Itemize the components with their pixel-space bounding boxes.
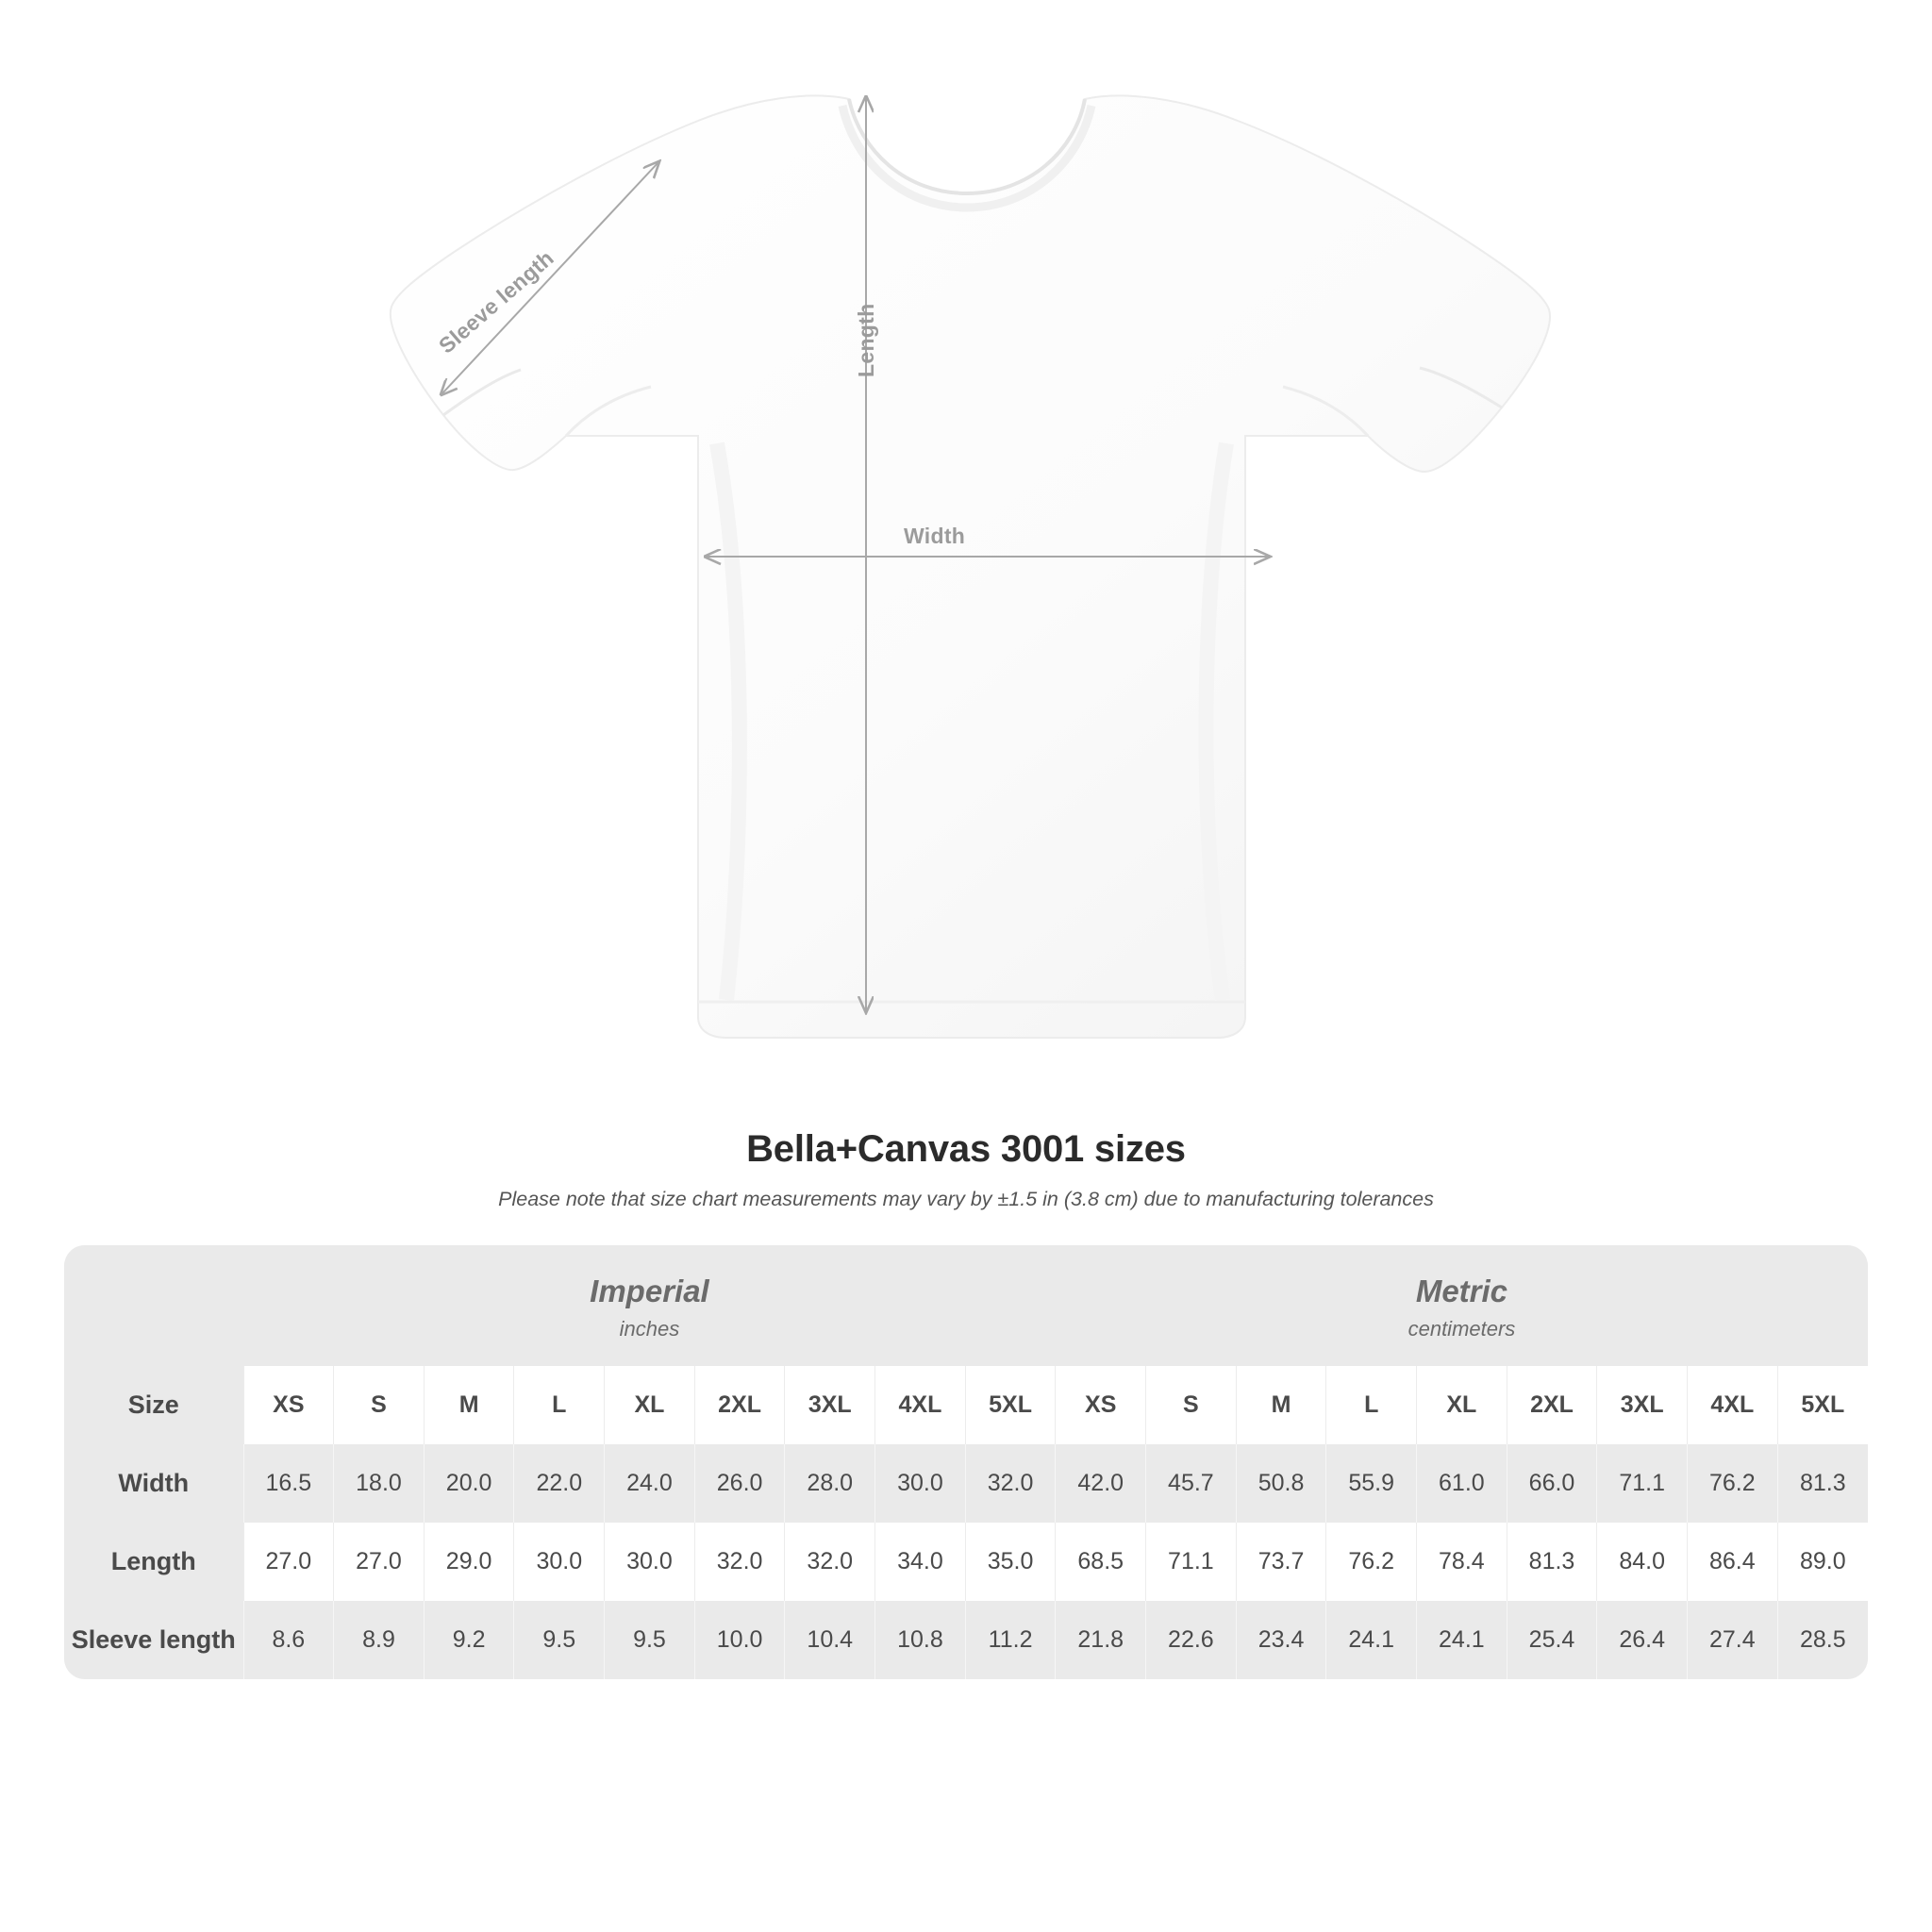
length-2xl-imperial: 32.0 [694,1523,785,1601]
size-header-s-metric: S [1146,1366,1237,1444]
size-header-2xl-metric: 2XL [1507,1366,1597,1444]
length-5xl-metric: 89.0 [1777,1523,1868,1601]
sleeve-5xl-imperial: 11.2 [965,1601,1056,1679]
sleeve-2xl-imperial: 10.0 [694,1601,785,1679]
width-m-imperial: 20.0 [424,1444,514,1523]
sleeve-4xl-metric: 27.4 [1688,1601,1778,1679]
size-header-l-metric: L [1326,1366,1417,1444]
width-2xl-metric: 66.0 [1507,1444,1597,1523]
size-table [64,1245,1868,1679]
table-row-length [64,1523,1868,1601]
metric-label: Metric [1415,1274,1508,1308]
sleeve-s-imperial: 8.9 [334,1601,425,1679]
width-5xl-metric: 81.3 [1777,1444,1868,1523]
width-xl-imperial: 24.0 [605,1444,695,1523]
sleeve-xl-imperial: 9.5 [605,1601,695,1679]
width-xl-metric: 61.0 [1417,1444,1507,1523]
size-header-4xl-metric: 4XL [1688,1366,1778,1444]
size-header-3xl-metric: 3XL [1597,1366,1688,1444]
sleeve-5xl-metric: 28.5 [1777,1601,1868,1679]
width-4xl-metric: 76.2 [1688,1444,1778,1523]
title-block [0,1128,1932,1211]
width-l-imperial: 22.0 [514,1444,605,1523]
length-l-metric: 76.2 [1326,1523,1417,1601]
size-header-s-imperial: S [334,1366,425,1444]
sleeve-xl-metric: 24.1 [1417,1601,1507,1679]
sleeve-l-imperial: 9.5 [514,1601,605,1679]
sleeve-m-imperial: 9.2 [424,1601,514,1679]
length-l-imperial: 30.0 [514,1523,605,1601]
row-label-sleeve-length: Sleeve length [64,1601,243,1679]
units-spacer [64,1245,243,1366]
length-3xl-imperial: 32.0 [785,1523,875,1601]
width-2xl-imperial: 26.0 [694,1444,785,1523]
length-m-metric: 73.7 [1236,1523,1326,1601]
width-s-metric: 45.7 [1146,1444,1237,1523]
size-header-5xl-imperial: 5XL [965,1366,1056,1444]
size-table-container [64,1245,1868,1679]
sleeve-length-dimension-label: Sleeve length [434,245,558,358]
length-dimension-label: Length [854,303,878,377]
imperial-label: Imperial [590,1274,709,1308]
metric-sublabel: centimeters [1407,1317,1516,1341]
length-xs-imperial: 27.0 [243,1523,334,1601]
sleeve-xs-metric: 21.8 [1056,1601,1146,1679]
sleeve-2xl-metric: 25.4 [1507,1601,1597,1679]
length-s-metric: 71.1 [1146,1523,1237,1601]
length-4xl-imperial: 34.0 [875,1523,966,1601]
length-m-imperial: 29.0 [424,1523,514,1601]
table-row-sleeve-length [64,1601,1868,1679]
size-header-xs-imperial: XS [243,1366,334,1444]
size-header-2xl-imperial: 2XL [694,1366,785,1444]
length-3xl-metric: 84.0 [1597,1523,1688,1601]
sleeve-3xl-metric: 26.4 [1597,1601,1688,1679]
size-header-l-imperial: L [514,1366,605,1444]
size-header-xl-metric: XL [1417,1366,1507,1444]
length-4xl-metric: 86.4 [1688,1523,1778,1601]
length-s-imperial: 27.0 [334,1523,425,1601]
table-row-width [64,1444,1868,1523]
row-label-width: Width [64,1444,243,1523]
size-header-m-imperial: M [424,1366,514,1444]
size-header-5xl-metric: 5XL [1777,1366,1868,1444]
width-dimension-label: Width [904,524,966,548]
imperial-unit-header [243,1245,1056,1366]
width-m-metric: 50.8 [1236,1444,1326,1523]
length-5xl-imperial: 35.0 [965,1523,1056,1601]
width-5xl-imperial: 32.0 [965,1444,1056,1523]
row-label-length: Length [64,1523,243,1601]
width-s-imperial: 18.0 [334,1444,425,1523]
shirt-shape [391,95,1550,1038]
size-header-3xl-imperial: 3XL [785,1366,875,1444]
width-3xl-imperial: 28.0 [785,1444,875,1523]
size-header-xs-metric: XS [1056,1366,1146,1444]
size-header-4xl-imperial: 4XL [875,1366,966,1444]
sleeve-3xl-imperial: 10.4 [785,1601,875,1679]
sleeve-l-metric: 24.1 [1326,1601,1417,1679]
sleeve-xs-imperial: 8.6 [243,1601,334,1679]
length-2xl-metric: 81.3 [1507,1523,1597,1601]
width-xs-imperial: 16.5 [243,1444,334,1523]
tolerance-note: Please note that size chart measurements may vary by ±1.5 in (3.8 cm) due to manufacturing tolerances [498,1188,1434,1210]
page-title: Bella+Canvas 3001 sizes [746,1128,1186,1170]
length-xl-imperial: 30.0 [605,1523,695,1601]
sleeve-4xl-imperial: 10.8 [875,1601,966,1679]
width-xs-metric: 42.0 [1056,1444,1146,1523]
size-header-row [64,1366,1868,1444]
length-xl-metric: 78.4 [1417,1523,1507,1601]
units-row [64,1245,1868,1366]
sleeve-m-metric: 23.4 [1236,1601,1326,1679]
size-corner-label: Size [64,1366,243,1444]
metric-unit-header [1056,1245,1868,1366]
size-header-m-metric: M [1236,1366,1326,1444]
width-4xl-imperial: 30.0 [875,1444,966,1523]
width-l-metric: 55.9 [1326,1444,1417,1523]
width-3xl-metric: 71.1 [1597,1444,1688,1523]
sleeve-s-metric: 22.6 [1146,1601,1237,1679]
size-header-xl-imperial: XL [605,1366,695,1444]
length-xs-metric: 68.5 [1056,1523,1146,1601]
imperial-sublabel: inches [619,1317,680,1341]
